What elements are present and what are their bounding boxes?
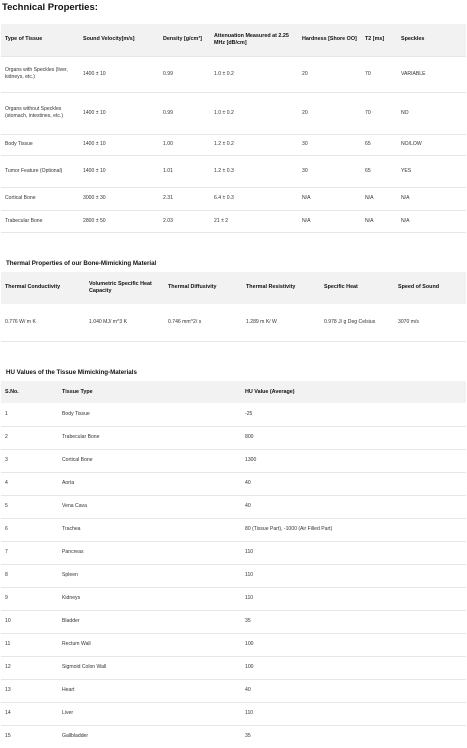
table-cell: 0.978 J/ g Deg Celsius (320, 304, 394, 342)
table-cell: Cortical Bone (58, 449, 241, 472)
table-cell: Rectum Wall (58, 633, 241, 656)
table-row (1, 187, 466, 210)
table-cell: Spleen (58, 564, 241, 587)
table-cell: 1.0 ± 0.2 (210, 56, 298, 92)
table-cell: 110 (241, 564, 466, 587)
table-cell: 35 (241, 610, 466, 633)
hu-section-title: HU Values of the Tissue Mimicking-Materials (6, 369, 137, 376)
technical-properties-table (1, 24, 466, 233)
table-cell: 2.31 (159, 187, 210, 210)
table-cell: 3070 m/s (394, 304, 466, 342)
column-header: Thermal Diffusivity (164, 272, 242, 304)
table-cell: 110 (241, 702, 466, 725)
table-cell: 1.2 ± 0.3 (210, 155, 298, 187)
hu-values-table (1, 381, 466, 748)
table-cell: Trachea (58, 518, 241, 541)
table-row (1, 541, 466, 564)
column-header: Specific Heat (320, 272, 394, 304)
table-cell: N/A (298, 187, 361, 210)
table-cell: Aorta (58, 472, 241, 495)
table-cell: 30 (298, 155, 361, 187)
table-cell: 10 (1, 610, 58, 633)
table-cell: N/A (397, 187, 466, 210)
table-cell: Sigmoid Colon Wall (58, 656, 241, 679)
table-cell: Kidneys (58, 587, 241, 610)
table-cell: 100 (241, 656, 466, 679)
table-cell: 20 (298, 56, 361, 92)
table-cell: 14 (1, 702, 58, 725)
table-row (1, 210, 466, 232)
column-header: Speckles (397, 24, 466, 56)
table-cell: -25 (241, 403, 466, 426)
table-cell: 3000 ± 30 (79, 187, 159, 210)
table-row (1, 134, 466, 155)
table-cell: Liver (58, 702, 241, 725)
table-cell: Trabecular Bone (1, 210, 79, 232)
table-cell: N/A (298, 210, 361, 232)
table-cell: 65 (361, 155, 397, 187)
table-cell: Body Tissue (58, 403, 241, 426)
column-header: Attenuation Measured at 2.25 MHz [dB/cm] (210, 24, 298, 56)
table-cell: Cortical Bone (1, 187, 79, 210)
thermal-properties-table (1, 272, 466, 343)
table-cell: NO/LOW (397, 134, 466, 155)
table-row (1, 92, 466, 134)
table-cell: 1400 ± 10 (79, 155, 159, 187)
thermal-section-title: Thermal Properties of our Bone-Mimicking Material (6, 259, 157, 267)
table-row (1, 495, 466, 518)
column-header: Thermal Resistivity (242, 272, 320, 304)
table-cell: Bladder (58, 610, 241, 633)
table-cell: NO (397, 92, 466, 134)
table-cell: 12 (1, 656, 58, 679)
table-cell: 110 (241, 541, 466, 564)
table-cell: 1.2 ± 0.2 (210, 134, 298, 155)
column-header: Hardness [Shore OO] (298, 24, 361, 56)
column-header: Density [g/cm³] (159, 24, 210, 56)
table-cell: Organs without Speckles (stomach, intestines, etc.) (1, 92, 79, 134)
table-cell: 5 (1, 495, 58, 518)
table-cell: 0.746 mm^2/ s (164, 304, 242, 342)
column-header: Tissue Type (58, 381, 241, 403)
table-cell: N/A (397, 210, 466, 232)
table-row (1, 472, 466, 495)
table-cell: 35 (241, 725, 466, 748)
table-row (1, 155, 466, 187)
table-cell: 1300 (241, 449, 466, 472)
table-cell: 8 (1, 564, 58, 587)
column-header: T2 [ms] (361, 24, 397, 56)
table-row (1, 564, 466, 587)
table-cell: Gallbladder (58, 725, 241, 748)
table-row (1, 725, 466, 748)
table-cell: 6.4 ± 0.3 (210, 187, 298, 210)
table-cell: N/A (361, 210, 397, 232)
table-cell: Heart (58, 679, 241, 702)
table-cell: 7 (1, 541, 58, 564)
table-row (1, 702, 466, 725)
table-cell: Pancreas (58, 541, 241, 564)
table-row (1, 449, 466, 472)
table-cell: 2 (1, 426, 58, 449)
column-header: Type of Tissue (1, 24, 79, 56)
table-cell: Organs with Speckles (liver, kidneys, etc.) (1, 56, 79, 92)
table-cell: 1400 ± 10 (79, 92, 159, 134)
table-cell: 15 (1, 725, 58, 748)
column-header: HU Value (Average) (241, 381, 466, 403)
table-row (1, 679, 466, 702)
table-cell: 30 (298, 134, 361, 155)
table-row (1, 304, 466, 342)
table-cell: 4 (1, 472, 58, 495)
column-header: Sound Velocity[m/s] (79, 24, 159, 56)
table-cell: 110 (241, 587, 466, 610)
table-cell: 1400 ± 10 (79, 56, 159, 92)
table-cell: 65 (361, 134, 397, 155)
table-cell: 1.0 ± 0.2 (210, 92, 298, 134)
table-cell: 13 (1, 679, 58, 702)
table-cell: 800 (241, 426, 466, 449)
table-cell: 40 (241, 472, 466, 495)
table-row (1, 518, 466, 541)
table-header-row (1, 24, 466, 56)
table-row (1, 610, 466, 633)
table-header-row (1, 272, 466, 304)
table-cell: Tumor Feature (Optional) (1, 155, 79, 187)
column-header: Thermal Conductivity (1, 272, 85, 304)
page-title: Technical Properties: (2, 2, 98, 13)
table-cell: 20 (298, 92, 361, 134)
table-row (1, 403, 466, 426)
table-cell: 9 (1, 587, 58, 610)
table-cell: 0.776 W/ m K (1, 304, 85, 342)
table-cell: 2800 ± 50 (79, 210, 159, 232)
table-cell: VARIABLE (397, 56, 466, 92)
table-row (1, 633, 466, 656)
table-cell: 40 (241, 495, 466, 518)
table-cell: 1.00 (159, 134, 210, 155)
column-header: S.No. (1, 381, 58, 403)
table-cell: 21 ± 2 (210, 210, 298, 232)
table-cell: 40 (241, 679, 466, 702)
column-header: Volumetric Specific Heat Capacity (85, 272, 164, 304)
table-cell: YES (397, 155, 466, 187)
table-cell: 1400 ± 10 (79, 134, 159, 155)
table-cell: Trabecular Bone (58, 426, 241, 449)
table-cell: 1.040 MJ/ m^3 K (85, 304, 164, 342)
table-row (1, 656, 466, 679)
table-cell: 0.99 (159, 92, 210, 134)
table-row (1, 56, 466, 92)
table-row (1, 587, 466, 610)
table-header-row (1, 381, 466, 403)
table-cell: Vena Cava (58, 495, 241, 518)
table-cell: 11 (1, 633, 58, 656)
table-cell: 1 (1, 403, 58, 426)
table-cell: 2.03 (159, 210, 210, 232)
table-cell: 1.01 (159, 155, 210, 187)
table-cell: 3 (1, 449, 58, 472)
table-cell: 70 (361, 92, 397, 134)
table-cell: N/A (361, 187, 397, 210)
table-cell: Body Tissue (1, 134, 79, 155)
table-row (1, 426, 466, 449)
table-cell: 70 (361, 56, 397, 92)
table-cell: 0.99 (159, 56, 210, 92)
table-cell: 80 (Tissue Part), -1000 (Air Filled Part) (241, 518, 466, 541)
table-cell: 6 (1, 518, 58, 541)
table-cell: 100 (241, 633, 466, 656)
column-header: Speed of Sound (394, 272, 466, 304)
table-cell: 1.289 m K/ W (242, 304, 320, 342)
